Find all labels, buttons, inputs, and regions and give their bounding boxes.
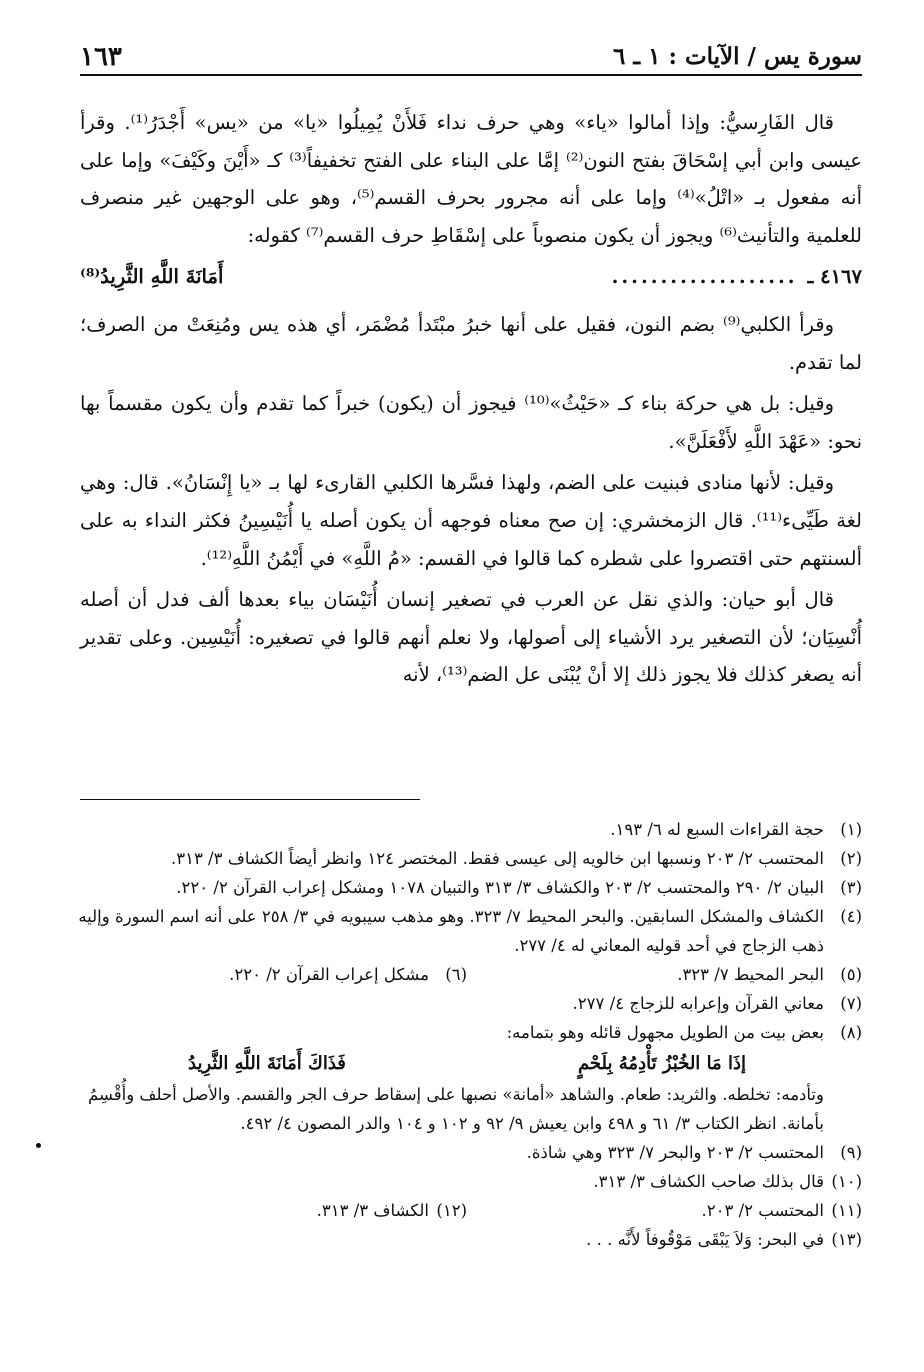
footnote-8-explanation: وتأدمه: تخلطه. والثريد: طعام. والشاهد «أمانة» نصبها على إسقاط حرف الجر والقسم. والأصل أحلف وأُقْسِمُ بأمانة. انظر الكتاب ٣/ ٦١ و ٤٩٨ وابن يعيش ٩/ ٩٢ و ١٠٢ و ١٠٤ والدر المصون ٤/ ٤٩٢. bbox=[88, 1085, 824, 1133]
footnote-text: البيان ٢/ ٢٩٠ والمحتسب ٢/ ٢٠٣ والكشاف ٣/ ٣١٣ والتبيان ١٠٧٨ ومشكل إعراب القرآن ٢/ ٢٢٠. bbox=[176, 878, 824, 897]
verse-citation bbox=[80, 258, 862, 296]
running-title: سورة يس / الآيات : ١ ـ ٦ bbox=[612, 43, 862, 70]
footnote-13 bbox=[72, 1225, 862, 1254]
footnote-8 bbox=[72, 1018, 862, 1047]
footnote-text: حجة القراءات السبع له ٦/ ١٩٣. bbox=[610, 820, 824, 839]
page-header bbox=[80, 34, 862, 76]
paragraph-3: وقيل: بل هي حركة بناء كـ «حَيْثُ»⁽¹⁰⁾ فيجوز أن (يكون) خبراً كما تقدم وأن يكون مقسماً بها نحو: «عَهْدَ اللَّهِ لأَفْعَلَنَّ». bbox=[80, 392, 862, 453]
verse-ellipsis: ................... bbox=[611, 265, 798, 289]
footnote-text: المحتسب ٢/ ٢٠٣. bbox=[701, 1201, 824, 1220]
footnote-3 bbox=[72, 873, 862, 902]
footnote-row-11-12 bbox=[72, 1196, 862, 1225]
footnote-number: (٥) bbox=[840, 965, 862, 984]
footnote-text: المحتسب ٢/ ٢٠٣ والبحر ٧/ ٣٢٣ وهي شاذة. bbox=[526, 1143, 824, 1162]
footnote-text: معاني القرآن وإعرابه للزجاج ٤/ ٢٧٧. bbox=[572, 994, 824, 1013]
footnote-number: (٨) bbox=[840, 1023, 862, 1042]
footnote-number: (٢) bbox=[840, 849, 862, 868]
footnote-text: الكشاف ٣/ ٣١٣. bbox=[316, 1201, 429, 1220]
footnote-number: (١٠) bbox=[831, 1172, 862, 1191]
footnote-text: البحر المحيط ٧/ ٣٢٣. bbox=[677, 965, 824, 984]
footnote-1 bbox=[72, 815, 862, 844]
footnote-number: (٣) bbox=[840, 878, 862, 897]
poem-verse bbox=[72, 1049, 862, 1078]
page-number: ١٦٣ bbox=[80, 42, 122, 72]
footnote-text: في البحر: وَلاَ يَبْقَى مَوْقُوفاً لأَنَّه . . . bbox=[586, 1230, 824, 1249]
footnote-9 bbox=[72, 1138, 862, 1167]
paragraph-5: قال أبو حيان: والذي نقل عن العرب في تصغير إنسان أُنَيْسَان بياء بعدها ألف فدل أن أصله أُنْسِيَان؛ لأن التصغير يرد الأشياء إلى أصولها، ولا نعلم أنهم قالوا في تصغيره: أُنَيْسِين. وعلى تقدير أنه يصغر كذلك فلا يجوز ذلك إلا أنْ يُبْنَى عل الضم⁽¹³⁾، لأنه bbox=[80, 588, 862, 687]
footnote-number: (٤) bbox=[840, 907, 862, 926]
paragraph-1: قال الفَارِسيُّ: وإذا أمالوا «ياء» وهي حرف نداء فَلأَنْ يُمِيلُوا «يا» من «يس» أَجْدَرُ⁽¹⁾. وقرأ عيسى وابن أبي إسْحَاقَ بفتح النون⁽²⁾ إمَّا على البناء على الفتح تخفيفاً⁽³⁾ كـ «أَيْنَ وكَيْفَ» وإما على أنه مفعول بـ «اتْلُ»⁽⁴⁾ وإما على أنه مجرور بحرف القسم⁽⁵⁾، وهو على الوجهين غير منصرف للعلمية والتأنيث⁽⁶⁾ ويجوز أن يكون منصوباً على إسْقَاطِ حرف القسم⁽⁷⁾ كقوله: bbox=[80, 111, 862, 247]
footnote-5 bbox=[467, 960, 862, 989]
footnote-number: (١٣) bbox=[831, 1230, 862, 1249]
footnote-12 bbox=[72, 1196, 467, 1225]
footnote-number: (١١) bbox=[831, 1201, 862, 1220]
poem-hemistich-2: فَذَاكَ أَمَانَةَ اللَّهِ الثَّرِيدُ bbox=[188, 1053, 346, 1074]
verse-number: ٤١٦٧ ـ bbox=[807, 265, 862, 289]
verse-text: أَمَانَةَ اللَّهِ الثَّرِيدُ⁽⁸⁾ bbox=[80, 265, 224, 289]
footnote-number: (٧) bbox=[840, 994, 862, 1013]
footnote-row-5-6 bbox=[72, 960, 862, 989]
poem-hemistich-1: إذَا مَا الخُبْزُ تَأْدِمُهُ بِلَحْمٍ bbox=[577, 1053, 746, 1074]
paragraph-2: وقرأ الكلبي⁽⁹⁾ بضم النون، فقيل على أنها خبرُ مبْتَدأ مُضْمَر، أي هذه يس ومُنِعَتْ من الصرف؛ لما تقدم. bbox=[80, 312, 862, 374]
footnote-text: المحتسب ٢/ ٢٠٣ ونسبها ابن خالويه إلى عيسى فقط. المختصر ١٢٤ وانظر أيضاً الكشاف ٣/ ٣١٣. bbox=[170, 849, 824, 868]
footnote-text: قال بذلك صاحب الكشاف ٣/ ٣١٣. bbox=[593, 1172, 824, 1191]
paragraph-4: وقيل: لأنها منادى فبنيت على الضم، ولهذا فسَّرها الكلبي القارىء لها بـ «يا إِنْسَانُ». قال: وهي لغة طَيِّىء⁽¹¹⁾. قال الزمخشري: إن صح معناه فوجهه أن يكون أصله يا أُنَيْسِينُ فكثر النداء به على ألسنتهم حتى اقتصروا على شطره كما قالوا في القسم: «مُ اللَّهِ» في أَيْمُنُ اللَّهِ⁽¹²⁾. bbox=[80, 471, 862, 570]
footnote-number: (٦) bbox=[445, 965, 467, 984]
footnote-number: (٩) bbox=[840, 1143, 862, 1162]
footnote-text: مشكل إعراب القرآن ٢/ ٢٢٠. bbox=[229, 965, 429, 984]
footnote-number: (١) bbox=[840, 820, 862, 839]
footnote-6 bbox=[72, 960, 467, 989]
footnote-4 bbox=[72, 902, 862, 960]
footnote-text: بعض بيت من الطويل مجهول قائله وهو بتمامه: bbox=[506, 1023, 824, 1042]
footnote-separator bbox=[80, 799, 420, 800]
footnote-7 bbox=[72, 989, 862, 1018]
footnote-2 bbox=[72, 844, 862, 873]
footnote-10 bbox=[72, 1167, 862, 1196]
footnote-11 bbox=[467, 1196, 862, 1225]
footnote-number: (١٢) bbox=[436, 1201, 467, 1220]
margin-dot bbox=[36, 1143, 41, 1148]
main-text bbox=[80, 104, 862, 698]
footnote-text: الكشاف والمشكل السابقين. والبحر المحيط ٧/ ٣٢٣. وهو مذهب سيبويه في ٣/ ٢٥٨ على أنه اسم السورة وإليه ذهب الزجاج في أحد قوليه المعاني له ٤/ ٢٧٧. bbox=[78, 907, 824, 955]
footnotes bbox=[72, 815, 862, 1254]
